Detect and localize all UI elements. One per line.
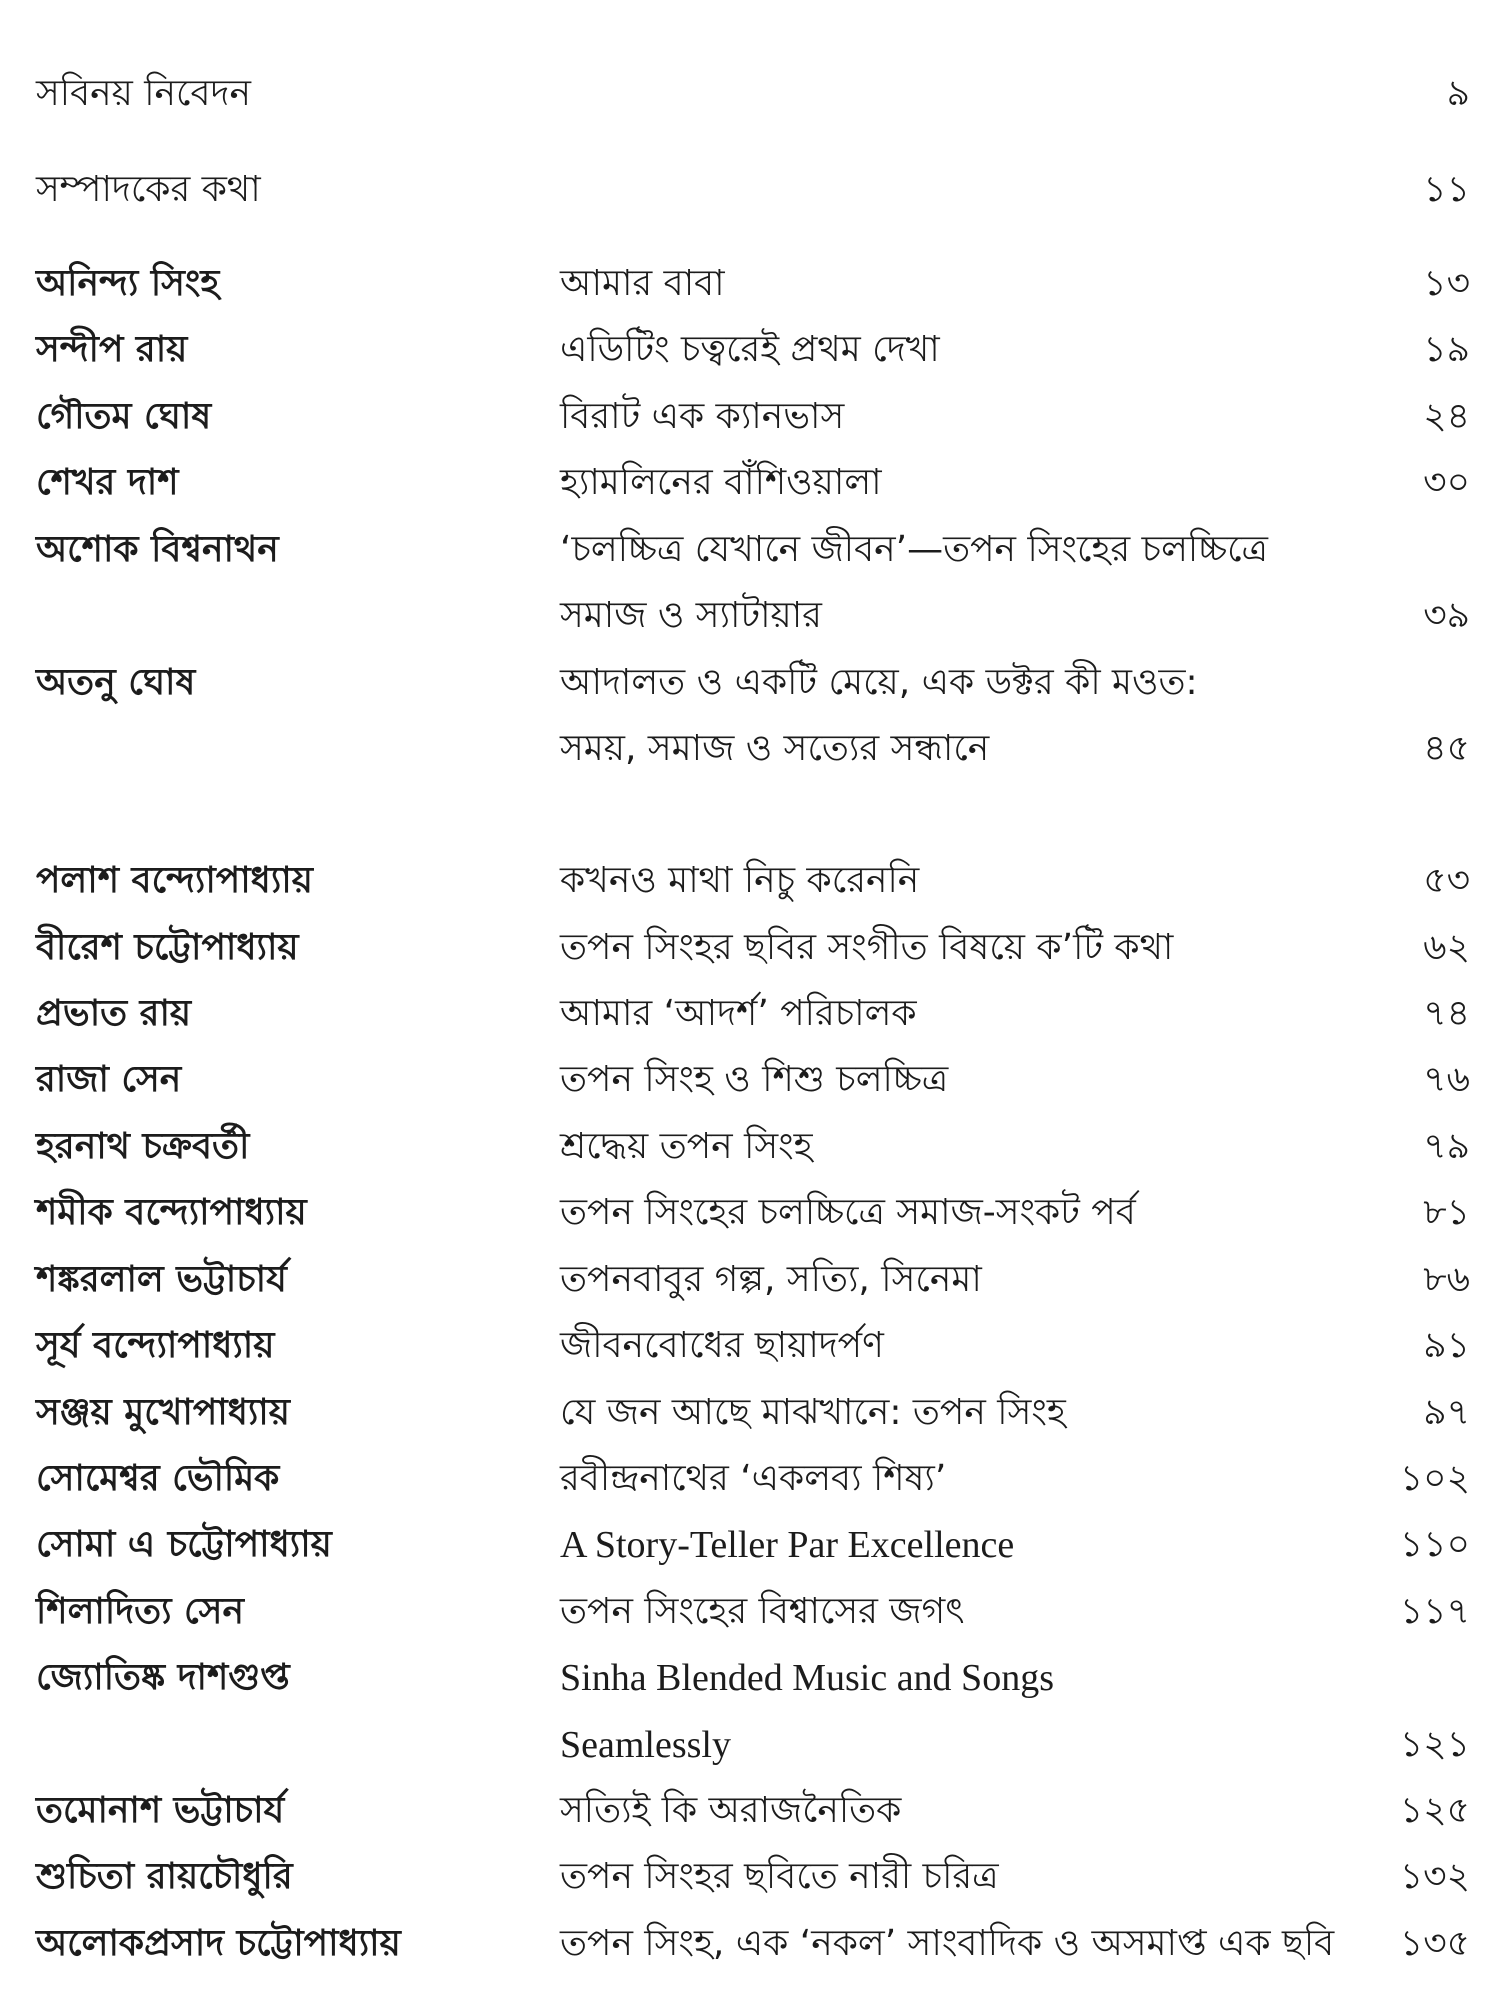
- page-number: ৯১: [1423, 1325, 1470, 1366]
- entry-author: সোমা এ চট্টোপাধ্যায়: [36, 1524, 332, 1565]
- entry-title-continued: সমাজ ও স্যাটায়ার: [560, 595, 822, 636]
- page-number: ৭৬: [1423, 1059, 1470, 1100]
- toc-entry-continuation: [0, 721, 1500, 777]
- page-number: ১৩৫: [1399, 1923, 1470, 1964]
- entry-author: গৌতম ঘোষ: [36, 396, 212, 437]
- front-matter-row: [0, 162, 1500, 218]
- front-matter-label: সম্পাদকের কথা: [36, 169, 261, 210]
- entry-title: বিরাট এক ক্যানভাস: [560, 396, 845, 437]
- entry-author: বীরেশ চট্টোপাধ্যায়: [36, 927, 299, 968]
- toc-entry: [0, 389, 1500, 445]
- entry-author: অলোকপ্রসাদ চট্টোপাধ্যায়: [36, 1923, 401, 1964]
- entry-title: জীবনবোধের ছায়াদর্পণ: [560, 1325, 884, 1366]
- entry-author: শঙ্করলাল ভট্টাচার্য: [36, 1259, 287, 1300]
- entry-title: আদালত ও একটি মেয়ে, এক ডক্টর কী মওত:: [560, 662, 1198, 703]
- entry-title: তপন সিংহ, এক ‘নকল’ সাংবাদিক ও অসমাপ্ত এক ছবি: [560, 1923, 1335, 1964]
- entry-title: ‘চলচ্চিত্র যেখানে জীবন’—তপন সিংহের চলচ্চিত্রে: [560, 529, 1268, 570]
- entry-author: হরনাথ চক্রবর্তী: [36, 1126, 250, 1167]
- page-number: ১৯: [1423, 329, 1470, 370]
- entry-author: সঞ্জয় মুখোপাধ্যায়: [36, 1392, 290, 1433]
- page-number: ২৪: [1423, 396, 1470, 437]
- toc-entry: [0, 1119, 1500, 1175]
- page-number: ৯৭: [1423, 1392, 1470, 1433]
- toc-entry: [0, 1849, 1500, 1905]
- toc-entry: [0, 1584, 1500, 1640]
- toc-entry: [0, 256, 1500, 312]
- toc-entry-continuation: [0, 588, 1500, 644]
- entry-author: শুচিতা রায়চৌধুরি: [36, 1856, 293, 1897]
- page-number: ১১০: [1399, 1524, 1470, 1565]
- toc-entry: [0, 1650, 1500, 1706]
- page-number: ১১৭: [1399, 1591, 1470, 1632]
- entry-title: হ্যামলিনের বাঁশিওয়ালা: [560, 462, 882, 503]
- toc-entry: [0, 1318, 1500, 1374]
- toc-entry: [0, 1451, 1500, 1507]
- toc-entry: [0, 522, 1500, 578]
- entry-title: A Story-Teller Par Excellence: [560, 1524, 1015, 1566]
- page-number: ১৩: [1423, 263, 1470, 304]
- front-matter-row: [0, 66, 1500, 122]
- entry-title-continued: Seamlessly: [560, 1724, 731, 1766]
- page-number: ৯: [1446, 73, 1470, 114]
- entry-title: এডিটিং চত্বরেই প্রথম দেখা: [560, 329, 940, 370]
- entry-author: শমীক বন্দ্যোপাধ্যায়: [36, 1192, 307, 1233]
- toc-entry: [0, 1916, 1500, 1972]
- entry-author: শিলাদিত্য সেন: [36, 1591, 244, 1632]
- toc-entry: [0, 1052, 1500, 1108]
- entry-title: তপনবাবুর গল্প, সত্যি, সিনেমা: [560, 1259, 982, 1300]
- toc-entry: [0, 1252, 1500, 1308]
- page-number: ৩৯: [1423, 595, 1470, 636]
- page-number: ৩০: [1423, 462, 1470, 503]
- page-number: ৪৫: [1423, 728, 1470, 769]
- toc-entry: [0, 1385, 1500, 1441]
- page-number: ১৩২: [1399, 1856, 1470, 1897]
- toc-entry: [0, 1517, 1500, 1573]
- page-number: ৮৬: [1423, 1259, 1470, 1300]
- toc-entry: [0, 455, 1500, 511]
- toc-entry: [0, 853, 1500, 909]
- entry-author: পলাশ বন্দ্যোপাধ্যায়: [36, 860, 313, 901]
- page-number: ১২১: [1399, 1724, 1470, 1765]
- entry-title: আমার ‘আদর্শ’ পরিচালক: [560, 993, 917, 1034]
- toc-entry: [0, 655, 1500, 711]
- page-number: ৬২: [1423, 927, 1470, 968]
- entry-author: প্রভাত রায়: [36, 993, 192, 1034]
- page-number: ১০২: [1399, 1458, 1470, 1499]
- entry-author: তমোনাশ ভট্টাচার্য: [36, 1790, 285, 1831]
- page-number: ৭৯: [1423, 1126, 1470, 1167]
- entry-title: সত্যিই কি অরাজনৈতিক: [560, 1790, 902, 1831]
- toc-entry: [0, 322, 1500, 378]
- entry-title: রবীন্দ্রনাথের ‘একলব্য শিষ্য’: [560, 1458, 947, 1499]
- entry-title: তপন সিংহর ছবির সংগীত বিষয়ে ক’টি কথা: [560, 927, 1174, 968]
- front-matter-label: সবিনয় নিবেদন: [36, 73, 251, 114]
- entry-author: অশোক বিশ্বনাথন: [36, 529, 279, 570]
- toc-entry: [0, 1185, 1500, 1241]
- toc-entry: [0, 1783, 1500, 1839]
- entry-title: তপন সিংহ ও শিশু চলচ্চিত্র: [560, 1059, 949, 1100]
- entry-author: অতনু ঘোষ: [36, 662, 196, 703]
- entry-title-continued: সময়, সমাজ ও সত্যের সন্ধানে: [560, 728, 990, 769]
- entry-author: সোমেশ্বর ভৌমিক: [36, 1458, 280, 1499]
- entry-title: Sinha Blended Music and Songs: [560, 1657, 1054, 1699]
- page-number: ১১: [1423, 169, 1470, 210]
- toc-entry-continuation: [0, 1717, 1500, 1773]
- entry-author: অনিন্দ্য সিংহ: [36, 263, 220, 304]
- page-number: ১২৫: [1399, 1790, 1470, 1831]
- toc-entry: [0, 986, 1500, 1042]
- entry-author: রাজা সেন: [36, 1059, 182, 1100]
- entry-author: সূর্য বন্দ্যোপাধ্যায়: [36, 1325, 275, 1366]
- entry-author: জ্যোতিষ্ক দাশগুপ্ত: [36, 1657, 290, 1698]
- entry-title: কখনও মাথা নিচু করেননি: [560, 860, 920, 901]
- page-number: ৭৪: [1423, 993, 1470, 1034]
- toc-entry: [0, 920, 1500, 976]
- entry-author: সন্দীপ রায়: [36, 329, 188, 370]
- entry-title: তপন সিংহের বিশ্বাসের জগৎ: [560, 1591, 965, 1632]
- page-number: ৮১: [1423, 1192, 1470, 1233]
- entry-title: যে জন আছে মাঝখানে: তপন সিংহ: [560, 1392, 1066, 1433]
- entry-title: আমার বাবা: [560, 263, 725, 304]
- entry-author: শেখর দাশ: [36, 462, 179, 503]
- entry-title: তপন সিংহের চলচ্চিত্রে সমাজ-সংকট পর্ব: [560, 1192, 1136, 1233]
- entry-title: শ্রদ্ধেয় তপন সিংহ: [560, 1126, 813, 1167]
- page-number: ৫৩: [1423, 860, 1470, 901]
- entry-title: তপন সিংহর ছবিতে নারী চরিত্র: [560, 1856, 999, 1897]
